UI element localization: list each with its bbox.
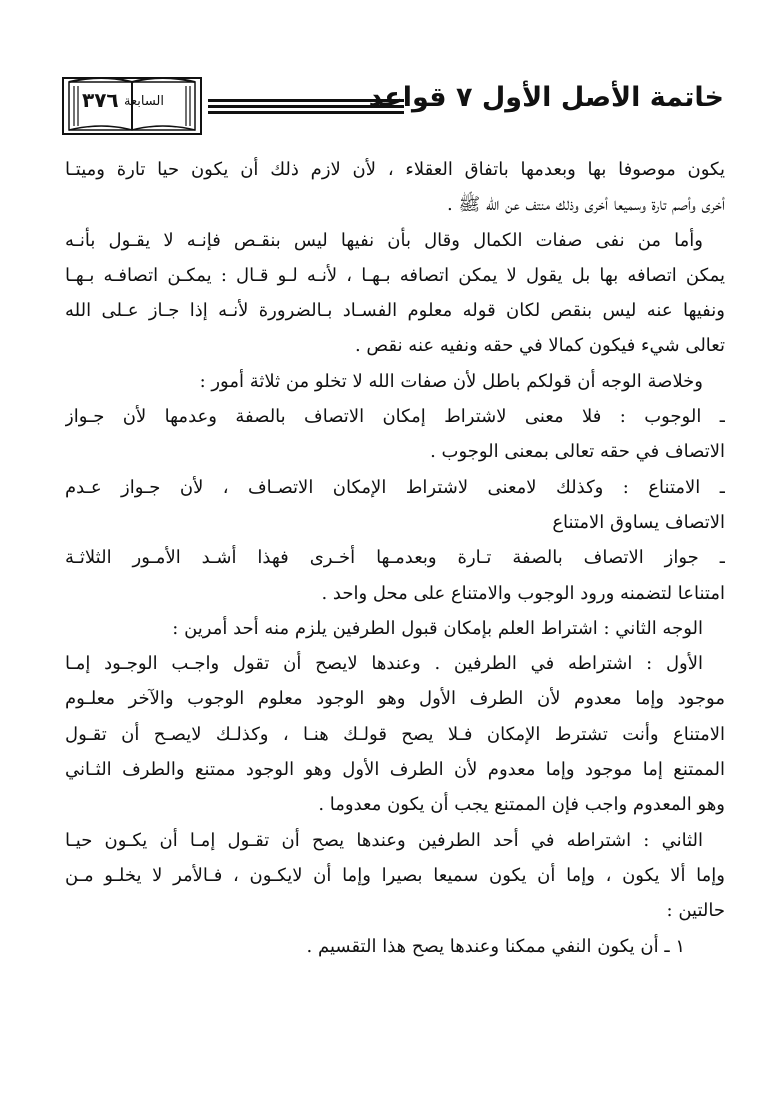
text-line: حالتين : <box>666 900 725 922</box>
book-page-badge <box>62 74 202 136</box>
text-line: ـ جواز الاتصاف بالصفة تـارة وبعدمـها أخـرى فهذا أشـد الأمـور الثلاثـة <box>65 547 725 569</box>
text-line: يكون موصوفا بها وبعدمها باتفاق العقلاء ، لأن لازم ذلك أن يكون حيا تارة وميتـا <box>65 159 725 180</box>
text-line: موجود وإما معدوم لأن الطرف الأول وهو الوجود معلوم الوجوب والآخر معلـوم <box>65 688 725 710</box>
text-line: الاتصاف في حقه تعالى بمعنى الوجوب . <box>430 441 725 463</box>
text-line: الثاني : اشتراطه في أحد الطرفين وعندها يصح أن تقـول إمـا أن يكـون حيـا <box>65 829 703 851</box>
text-line: وخلاصة الوجه أن قولكم باطل لأن صفات الله لا تخلو من ثلاثة أمور : <box>199 370 703 392</box>
text-line: ١ ـ أن يكون النفي ممكنا وعندها يصح هذا التقسيم . <box>306 935 685 957</box>
page-header <box>52 60 724 160</box>
page-number: ٣٧٦ <box>82 88 119 112</box>
text-line: الاتصاف يساوق الامتناع <box>552 511 725 533</box>
text-line: تعالى شيء فيكون كمالا في حقه ونفيه عنه نقص . <box>354 335 725 357</box>
text-line: الامتناع وأنت تشترط الإمكان فـلا يصح قولـك هنـا ، وكذلـك لايصـح أن تقـول <box>65 723 725 745</box>
page-title: خاتمة الأصل الأول ٧ قواعد <box>368 82 724 113</box>
body-text <box>65 152 725 964</box>
text-line: ونفيها عنه ليس بنقص لكان قوله معلوم الفسـاد بـالضرورة لأنـه إذا جـاز عـلى الله <box>65 300 725 322</box>
text-line: الوجه الثاني : اشتراط العلم بإمكان قبول الطرفين يلزم منه أحد أمرين : <box>172 617 703 639</box>
text-line: الممتنع إما موجود وإما معدوم لأن الطرف الأول وهو الوجود ممتنع والطرف الثـاني <box>65 759 725 781</box>
text-line: ـ الوجوب : فلا معنى لاشتراط إمكان الاتصاف بالصفة وعدمها لأن جـواز <box>65 406 725 428</box>
text-line: وهو المعدوم واجب فإن الممتنع يجب أن يكون معدوما . <box>318 794 725 816</box>
text-line: أخرى وأصم تارة وسميعا أخرى وذلك منتف عن الله ﷺ . <box>447 194 725 216</box>
text-line: ـ الامتناع : وكذلك لامعنى لاشتراط الإمكان الاتصـاف ، لأن جـواز عـدم <box>65 476 725 498</box>
text-line: وإما ألا يكون ، وإما أن يكون سميعا بصيرا وإما أن لايكـون ، فـالأمر لا يخلـو مـن <box>65 864 725 886</box>
text-line: امتناعا لتضمنه ورود الوجوب والامتناع على محل واحد . <box>321 582 725 604</box>
text-line: يمكن اتصافه بها بل يقول لا يمكن اتصافه بـهـا ، لأنـه لـو قـال : يمكـن اتصافـه بـهـا <box>65 264 725 286</box>
book-label: السابعة <box>124 94 164 109</box>
text-line: وأما من نفى صفات الكمال وقال بأن نفيها ليس بنقـص فإنـه لا يقـول بأنـه <box>65 229 703 251</box>
text-line: الأول : اشتراطه في الطرفين . وعندها لايصح أن تقول واجـب الوجـود إمـا <box>65 653 703 675</box>
